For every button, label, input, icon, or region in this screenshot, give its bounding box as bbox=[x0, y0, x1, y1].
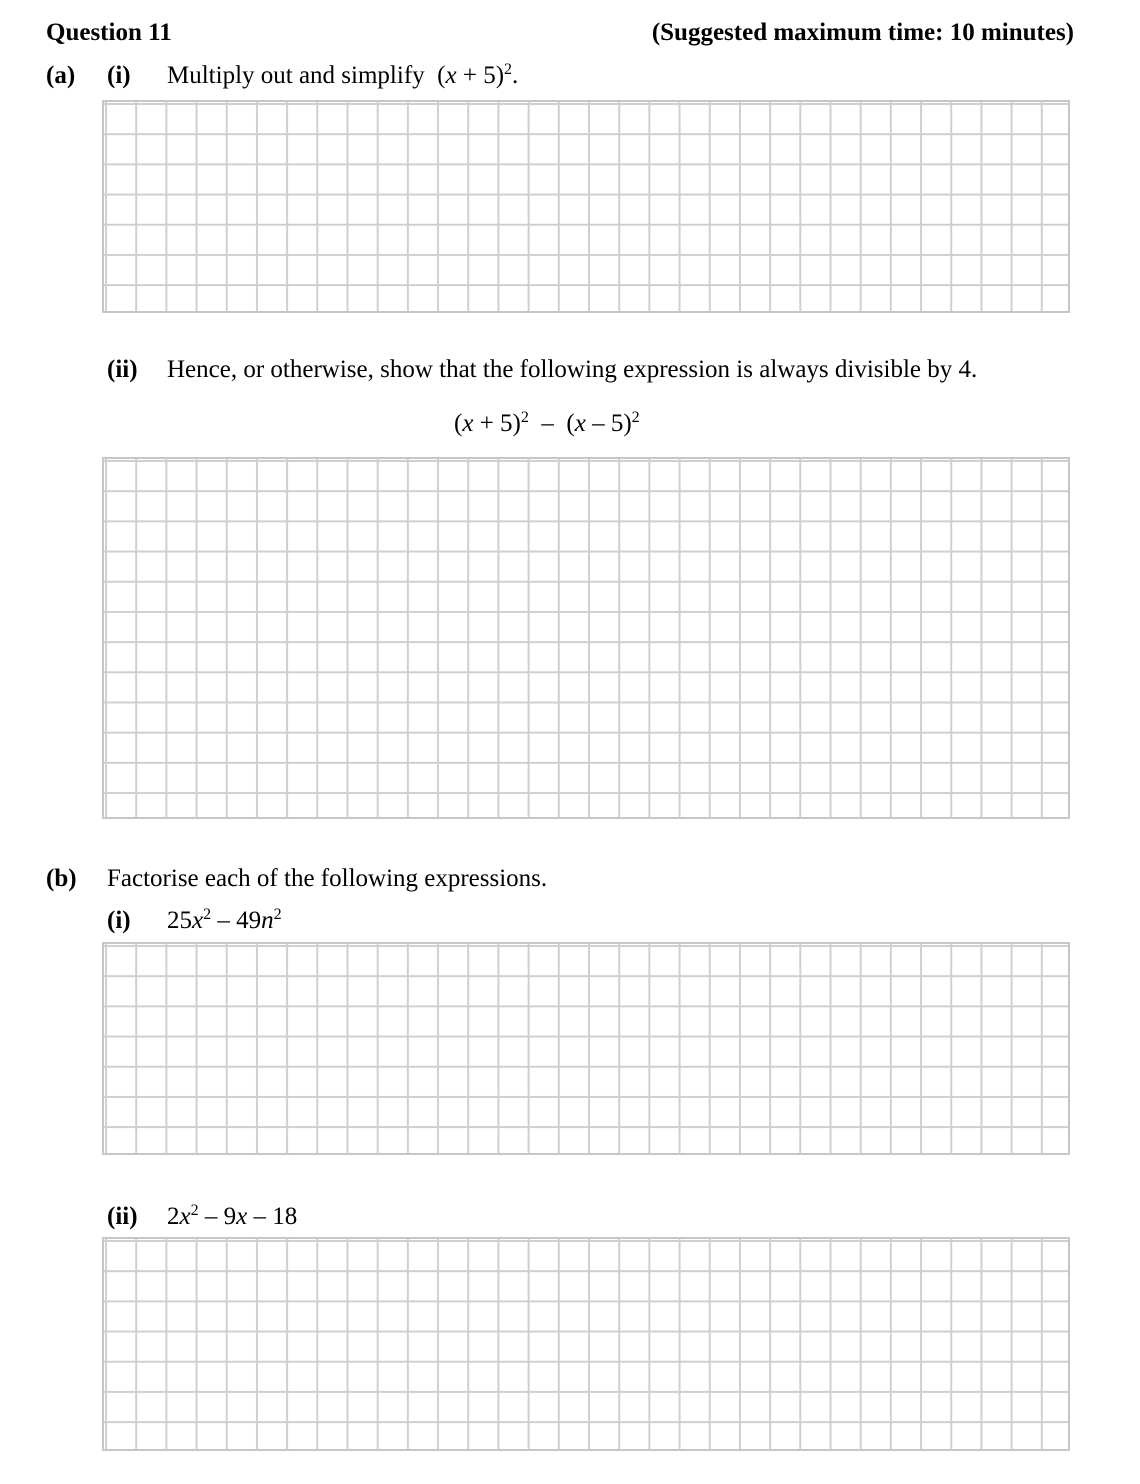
question-title: Question 11 bbox=[46, 19, 172, 46]
part-b-i-expression: $25x^2 - 49n^2$ bbox=[167, 906, 282, 934]
part-b-label: (b) bbox=[46, 865, 77, 892]
part-a-i-instruction: Multiply out and simplify bbox=[167, 62, 425, 89]
part-a-ii-instruction: Hence, or otherwise, show that the following expression is always divisible by 4. bbox=[167, 356, 978, 383]
part-b-i-label: (i) bbox=[107, 907, 131, 934]
answer-grid-a-i[interactable] bbox=[102, 100, 1070, 313]
part-a-i-label: (i) bbox=[107, 62, 131, 89]
part-b-ii-label: (ii) bbox=[107, 1203, 138, 1230]
part-a-i-question bbox=[167, 62, 518, 90]
part-b-ii-expression: $2x^2 - 9x - 18$ bbox=[167, 1202, 298, 1230]
answer-grid-a-ii[interactable] bbox=[102, 457, 1070, 819]
part-a-ii-label: (ii) bbox=[107, 356, 138, 383]
suggested-time-note: (Suggested maximum time: 10 minutes) bbox=[651, 19, 1074, 46]
part-b-instruction: Factorise each of the following expressions. bbox=[107, 865, 548, 892]
part-a-i-expression: $(x + 5)^2$. bbox=[437, 61, 519, 89]
answer-grid-b-ii[interactable] bbox=[102, 1237, 1070, 1451]
answer-grid-b-i[interactable] bbox=[102, 942, 1070, 1155]
part-a-ii-expression: $(x + 5)^2 - (x - 5)^2$ bbox=[454, 409, 640, 437]
part-a-label: (a) bbox=[46, 62, 76, 89]
